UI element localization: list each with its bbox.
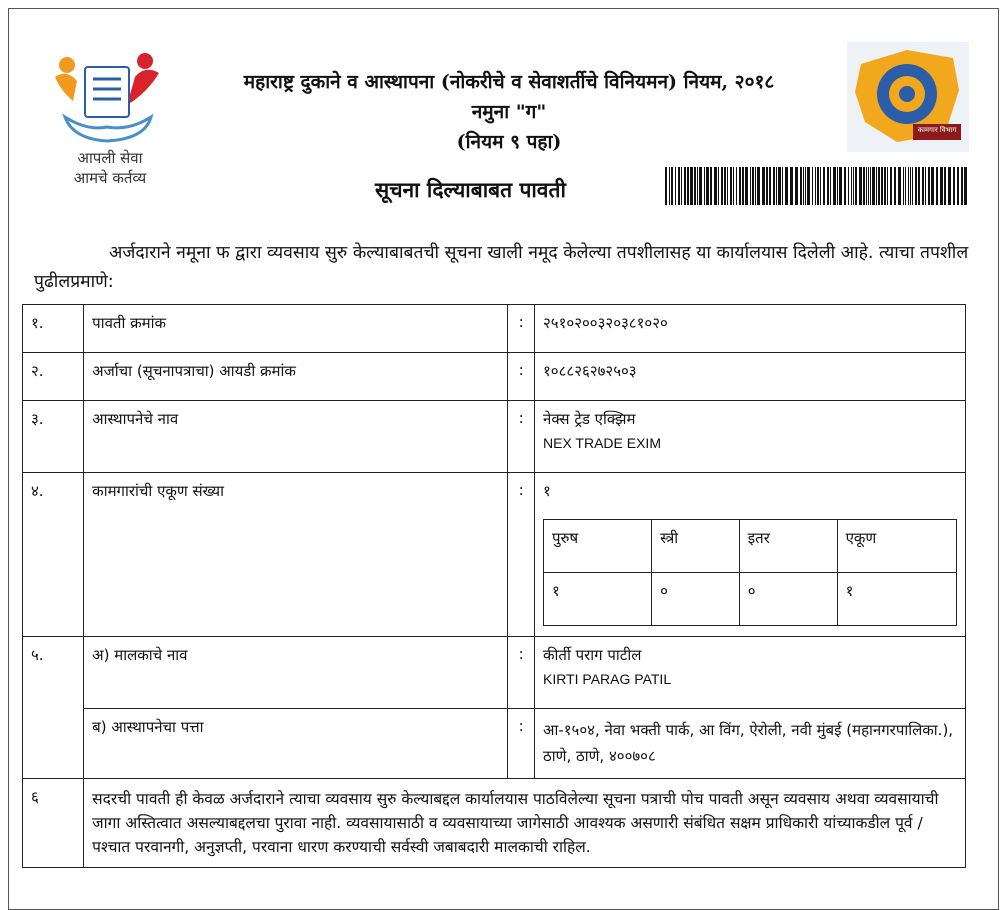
colon: : <box>508 709 535 779</box>
total-count: १ <box>543 482 551 500</box>
row-value: आ-१५०४, नेवा भक्ती पार्क, आ विंग, ऐरोली, नवी मुंबई (महानगरपालिका.), ठाणे, ठाणे, ४००७०८ <box>535 709 966 779</box>
colon: : <box>508 401 535 473</box>
row-label: कामगारांची एकूण संख्या <box>84 473 508 637</box>
row-establishment-address <box>23 709 966 779</box>
row-label: अर्जाचा (सूचनापत्राचा) आयडी क्रमांक <box>84 353 508 401</box>
worker-breakdown-table <box>543 519 957 626</box>
row-number: ३. <box>23 401 84 473</box>
colon: : <box>508 305 535 353</box>
row-receipt-number <box>23 305 966 353</box>
row-label: आस्थापनेचे नाव <box>84 401 508 473</box>
colon: : <box>508 353 535 401</box>
title-line-1: महाराष्ट्र दुकाने व आस्थापना (नोकरीचे व सेवाशर्तीचे विनियमन) नियम, २०१८ <box>243 71 775 93</box>
row-owner-name <box>23 637 966 709</box>
row-worker-count <box>23 473 966 637</box>
colon: : <box>508 473 535 637</box>
row-application-id <box>23 353 966 401</box>
intro-text: अर्जदाराने नमूना फ द्वारा व्यवसाय सुरु केल्याबाबतची सूचना खाली नमूद केलेल्या तपशीलासह या कार्यालयास दिलेली आहे. त्याचा तपशील पुढीलप्रमाणे: <box>34 243 969 292</box>
header-male: पुरुष <box>544 520 652 573</box>
row-number: २. <box>23 353 84 401</box>
row-value <box>535 637 966 709</box>
count-other: ० <box>739 573 837 626</box>
barcode-image <box>665 167 970 205</box>
row-number: ६ <box>23 779 84 868</box>
colon: : <box>508 637 535 709</box>
logo-tagline-1: आपली सेवा <box>77 149 143 167</box>
hands-people-icon <box>47 47 167 145</box>
count-male: १ <box>544 573 652 626</box>
row-value <box>535 401 966 473</box>
note-text: सदरची पावती ही केवळ अर्जदाराने त्याचा व्यवसाय सुरु केल्याबद्दल कार्यालयास पाठविलेल्या सूचना पत्राची पोच पावती असून व्यवसाय अथवा व्यवसायाची जागा अस्तित्वात असल्याबद्दलचा पुरावा नाही. व्यवसायासाठी व व्यवसायाच्या जागेसाठी आवश्यक असणारी संबंधित सक्षम प्राधिकारी यांच्याकडील पूर्व / पश्चात परवानगी, अनुज्ञप्ती, परवाना धारण करण्याची सर्वस्वी जबाबदारी मालकाची राहिल. <box>84 779 966 868</box>
logo-banner-text: कामगार विभाग <box>917 126 957 134</box>
details-table <box>22 304 966 868</box>
row-value <box>535 473 966 637</box>
value-marathi: कीर्ती पराग पाटील <box>543 646 642 664</box>
header-other: इतर <box>739 520 837 573</box>
row-label: पावती क्रमांक <box>84 305 508 353</box>
row-establishment-name <box>23 401 966 473</box>
row-value: १०८८२६२७२५०३ <box>535 353 966 401</box>
header-female: स्त्री <box>652 520 740 573</box>
row-value: २५१०२००३२०३८१०२० <box>535 305 966 353</box>
row-note <box>23 779 966 868</box>
row-label: अ) मालकाचे नाव <box>84 637 508 709</box>
breakdown-header-row <box>544 520 957 573</box>
logo-tagline-2: आमचे कर्तव्य <box>73 169 147 187</box>
receipt-title: सूचना दिल्याबाबत पावती <box>375 177 566 202</box>
value-english: NEX TRADE EXIM <box>543 435 661 451</box>
form-title <box>159 67 859 157</box>
title-line-3: (नियम ९ पहा) <box>456 131 562 153</box>
title-line-2: नमुना "ग" <box>471 101 547 123</box>
aapli-seva-logo <box>47 47 167 197</box>
maharashtra-labour-logo <box>847 42 969 152</box>
row-number: ४. <box>23 473 84 637</box>
row-number: १. <box>23 305 84 353</box>
header-total: एकूण <box>837 520 956 573</box>
count-female: ० <box>652 573 740 626</box>
value-marathi: नेक्स ट्रेड एक्झिम <box>543 410 636 428</box>
count-total: १ <box>837 573 956 626</box>
row-number: ५. <box>23 637 84 779</box>
breakdown-count-row <box>544 573 957 626</box>
value-english: KIRTI PARAG PATIL <box>543 671 672 687</box>
gear-map-icon <box>847 42 969 152</box>
row-label: ब) आस्थापनेचा पत्ता <box>84 709 508 779</box>
